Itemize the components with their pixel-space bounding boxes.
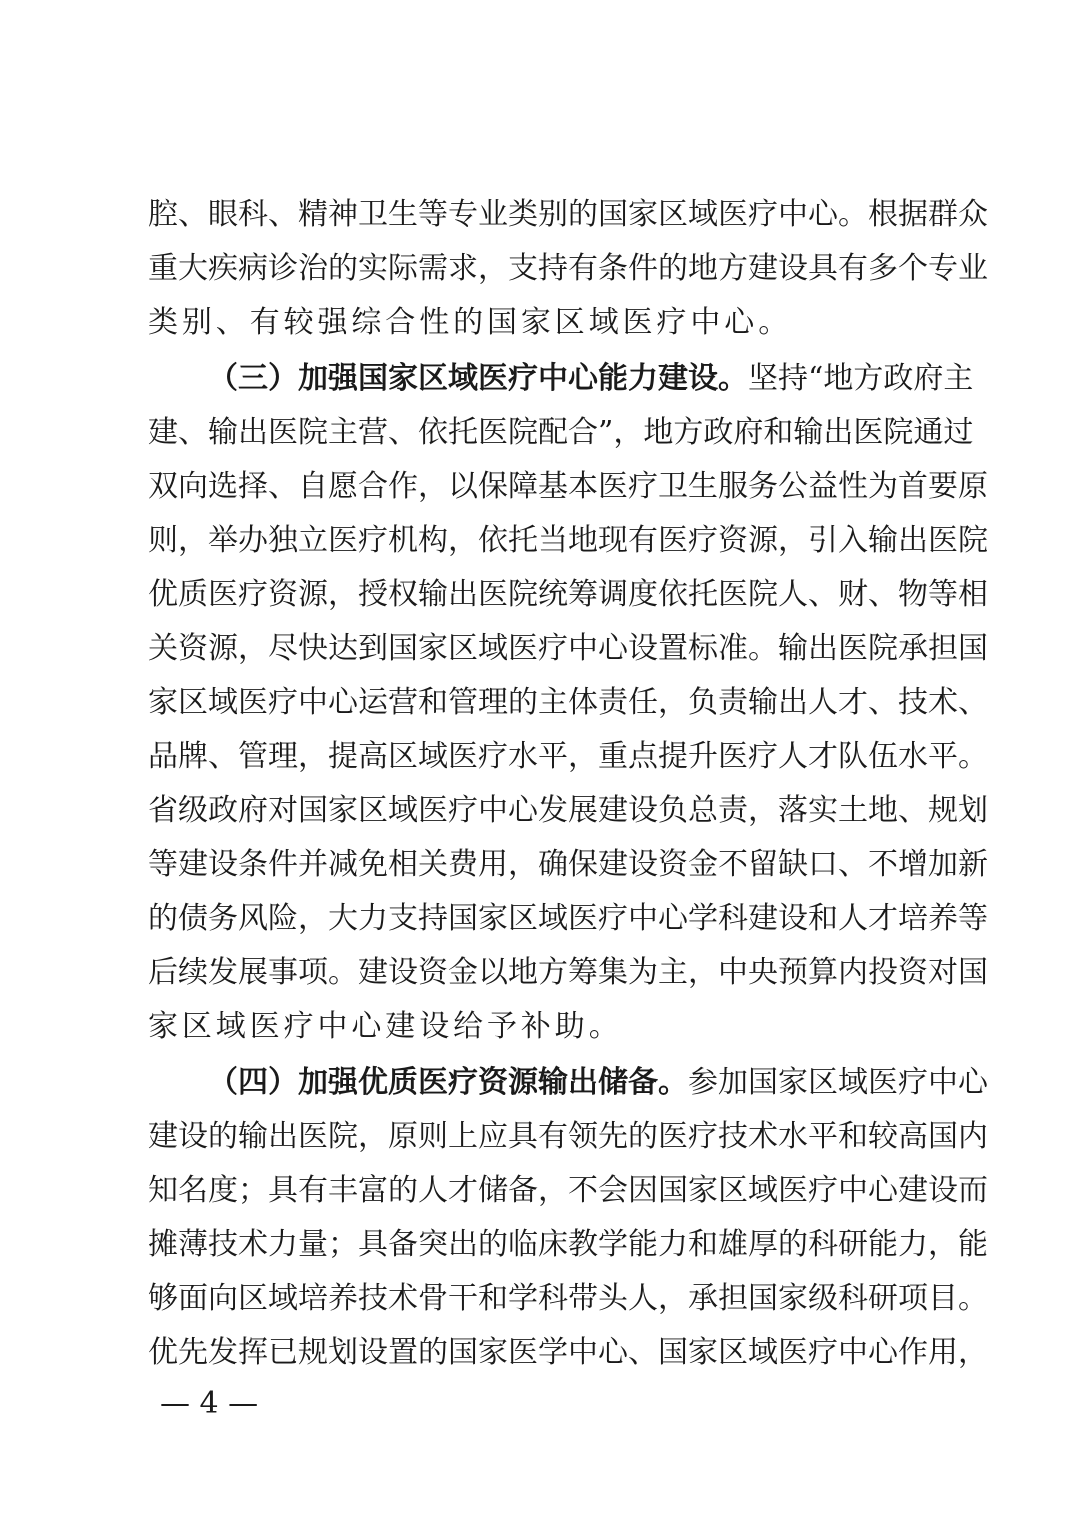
body-line: 省级政府对国家区域医疗中心发展建设负总责，落实土地、规划 (148, 793, 988, 828)
body-line: 优质医疗资源，授权输出医院统筹调度依托医院人、财、物等相 (148, 577, 988, 612)
body-line-fragment: 参加国家区域医疗中心 (688, 1065, 988, 1100)
page-number: — 4 — (160, 1386, 259, 1421)
body-line: 重大疾病诊治的实际需求，支持有条件的地方建设具有多个专业 (148, 251, 988, 286)
section-4-first-line (208, 1063, 988, 1103)
body-line: 家区域医疗中心建设给予补助。 (148, 1009, 623, 1044)
body-line: 类别、有较强综合性的国家区域医疗中心。 (148, 305, 793, 340)
body-line: 腔、眼科、精神卫生等专业类别的国家区域医疗中心。根据群众 (148, 197, 988, 232)
body-line: 够面向区域培养技术骨干和学科带头人，承担国家级科研项目。 (148, 1281, 988, 1316)
body-line: 建设的输出医院，原则上应具有领先的医疗技术水平和较高国内 (148, 1119, 988, 1154)
body-line: 摊薄技术力量；具备突出的临床教学能力和雄厚的科研能力，能 (148, 1227, 988, 1262)
section-3-first-line (208, 359, 974, 399)
body-line: 家区域医疗中心运营和管理的主体责任，负责输出人才、技术、 (148, 685, 988, 720)
body-line: 优先发挥已规划设置的国家医学中心、国家区域医疗中心作用， (148, 1335, 988, 1370)
body-line-fragment: 地方政府主 (823, 361, 974, 396)
body-line: 双向选择、自愿合作，以保障基本医疗卫生服务公益性为首要原 (148, 469, 988, 504)
section-3-heading: （三）加强国家区域医疗中心能力建设。 (208, 361, 748, 396)
body-line: 关资源，尽快达到国家区域医疗中心设置标准。输出医院承担国 (148, 631, 988, 666)
body-line: 的债务风险，大力支持国家区域医疗中心学科建设和人才培养等 (148, 901, 988, 936)
body-line: 品牌、管理，提高区域医疗水平，重点提升医疗人才队伍水平。 (148, 739, 988, 774)
body-line: 则，举办独立医疗机构，依托当地现有医疗资源，引入输出医院 (148, 523, 988, 558)
section-4-heading: （四）加强优质医疗资源输出储备。 (208, 1065, 688, 1100)
body-line: 等建设条件并减免相关费用，确保建设资金不留缺口、不增加新 (148, 847, 988, 882)
body-line: 建、输出医院主营、依托医院配合”，地方政府和输出医院通过 (148, 415, 974, 450)
body-line: 后续发展事项。建设资金以地方筹集为主，中央预算内投资对国 (148, 955, 988, 990)
section-3-lead: 坚持“ (748, 361, 824, 396)
body-line: 知名度；具有丰富的人才储备，不会因国家区域医疗中心建设而 (148, 1173, 988, 1208)
